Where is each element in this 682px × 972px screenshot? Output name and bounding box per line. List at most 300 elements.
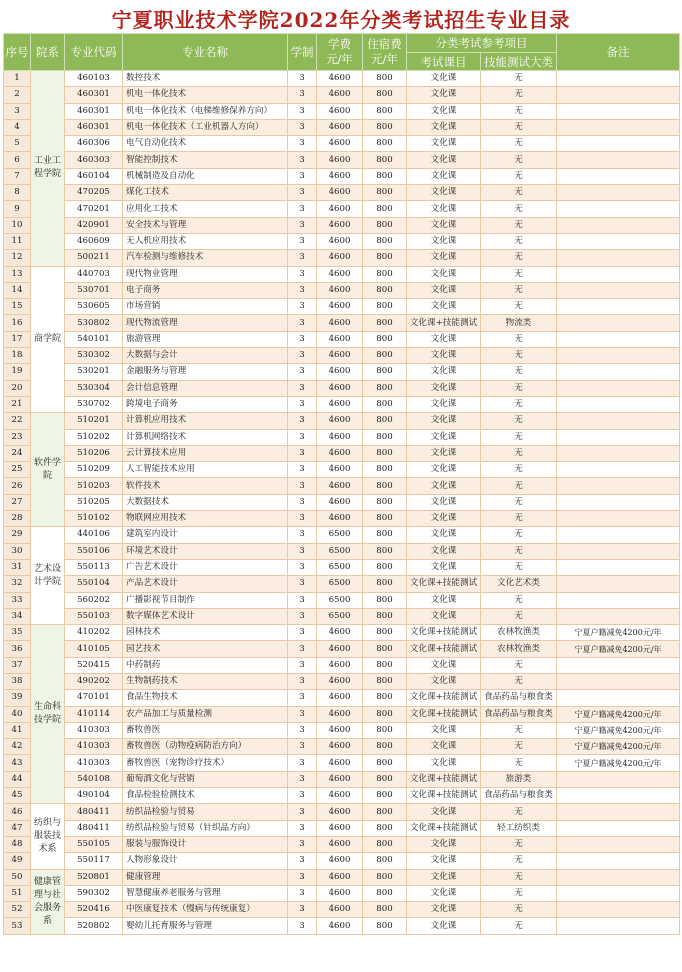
cell-seq: 35: [4, 625, 31, 641]
cell-name: 人物形象设计: [123, 853, 288, 869]
cell-name: 机械制造及自动化: [123, 168, 288, 184]
cell-skill: 无: [481, 152, 557, 168]
cell-skill: 无: [481, 266, 557, 282]
cell-exam: 文化课: [407, 885, 481, 901]
cell-tuition: 4600: [317, 282, 363, 298]
cell-seq: 14: [4, 282, 31, 298]
cell-seq: 6: [4, 152, 31, 168]
cell-lodging: 800: [363, 641, 407, 657]
cell-name: 计算机应用技术: [123, 413, 288, 429]
table-row: [4, 152, 680, 168]
cell-tuition: 4600: [317, 103, 363, 119]
cell-seq: 23: [4, 429, 31, 445]
cell-exam: 文化课: [407, 543, 481, 559]
cell-years: 3: [288, 885, 317, 901]
table-row: [4, 494, 680, 510]
cell-skill: 无: [481, 201, 557, 217]
cell-lodging: 800: [363, 185, 407, 201]
cell-skill: 无: [481, 804, 557, 820]
table-row: [4, 119, 680, 135]
cell-seq: 36: [4, 641, 31, 657]
cell-tuition: 4600: [317, 820, 363, 836]
table-row: [4, 250, 680, 266]
cell-code: 510205: [65, 494, 123, 510]
cell-seq: 22: [4, 413, 31, 429]
cell-seq: 31: [4, 559, 31, 575]
cell-code: 550117: [65, 853, 123, 869]
cell-name: 云计算技术应用: [123, 445, 288, 461]
cell-exam: 文化课: [407, 608, 481, 624]
cell-code: 510201: [65, 413, 123, 429]
table-body: [4, 71, 680, 935]
cell-skill: 无: [481, 299, 557, 315]
cell-code: 460303: [65, 152, 123, 168]
table-row: [4, 788, 680, 804]
cell-lodging: 800: [363, 690, 407, 706]
cell-years: 3: [288, 641, 317, 657]
cell-note: [557, 413, 680, 429]
table-row: [4, 543, 680, 559]
cell-seq: 25: [4, 462, 31, 478]
cell-tuition: 4600: [317, 266, 363, 282]
cell-skill: 无: [481, 331, 557, 347]
cell-name: 计算机网络技术: [123, 429, 288, 445]
cell-years: 3: [288, 217, 317, 233]
cell-code: 460301: [65, 119, 123, 135]
cell-tuition: 4600: [317, 71, 363, 87]
cell-name: 中医康复技术（慢病与传统康复）: [123, 902, 288, 918]
cell-years: 3: [288, 331, 317, 347]
cell-exam: 文化课: [407, 853, 481, 869]
cell-code: 460609: [65, 233, 123, 249]
cell-years: 3: [288, 527, 317, 543]
cell-years: 3: [288, 478, 317, 494]
cell-exam: 文化课+技能测试: [407, 690, 481, 706]
cell-years: 3: [288, 820, 317, 836]
cell-seq: 39: [4, 690, 31, 706]
cell-name: 机电一体化技术（电梯维修保养方向）: [123, 103, 288, 119]
cell-seq: 48: [4, 836, 31, 852]
cell-seq: 3: [4, 103, 31, 119]
cell-lodging: 800: [363, 233, 407, 249]
cell-note: 宁夏户籍减免4200元/年: [557, 641, 680, 657]
cell-name: 健康管理: [123, 869, 288, 885]
cell-name: 无人机应用技术: [123, 233, 288, 249]
cell-tuition: 4600: [317, 315, 363, 331]
cell-tuition: 4600: [317, 217, 363, 233]
cell-code: 550105: [65, 836, 123, 852]
cell-lodging: 800: [363, 266, 407, 282]
cell-years: 3: [288, 87, 317, 103]
cell-seq: 47: [4, 820, 31, 836]
cell-exam: 文化课: [407, 462, 481, 478]
cell-name: 广播影视节目制作: [123, 592, 288, 608]
cell-years: 3: [288, 396, 317, 412]
cell-years: 3: [288, 576, 317, 592]
cell-name: 畜牧兽医（动物疫病防治方向）: [123, 739, 288, 755]
cell-exam: 文化课: [407, 673, 481, 689]
cell-skill: 无: [481, 380, 557, 396]
table-row: [4, 185, 680, 201]
cell-years: 3: [288, 103, 317, 119]
cell-note: [557, 168, 680, 184]
cell-years: 3: [288, 119, 317, 135]
table-row: [4, 625, 680, 641]
cell-lodging: 800: [363, 299, 407, 315]
cell-lodging: 800: [363, 755, 407, 771]
cell-lodging: 800: [363, 282, 407, 298]
cell-exam: 文化课+技能测试: [407, 771, 481, 787]
cell-years: 3: [288, 592, 317, 608]
table-row: [4, 820, 680, 836]
cell-years: 3: [288, 462, 317, 478]
cell-tuition: 4600: [317, 396, 363, 412]
cell-years: 3: [288, 902, 317, 918]
cell-skill: 农林牧渔类: [481, 641, 557, 657]
cell-lodging: 800: [363, 315, 407, 331]
cell-lodging: 800: [363, 543, 407, 559]
cell-seq: 52: [4, 902, 31, 918]
cell-note: [557, 71, 680, 87]
cell-lodging: 800: [363, 396, 407, 412]
table-row: [4, 527, 680, 543]
header-dept: 院系: [31, 34, 65, 71]
cell-exam: 文化课: [407, 478, 481, 494]
cell-skill: 无: [481, 364, 557, 380]
cell-tuition: 4600: [317, 494, 363, 510]
cell-skill: 无: [481, 543, 557, 559]
cell-tuition: 4600: [317, 168, 363, 184]
cell-tuition: 4600: [317, 836, 363, 852]
cell-tuition: 4600: [317, 853, 363, 869]
cell-note: [557, 820, 680, 836]
cell-exam: 文化课+技能测试: [407, 820, 481, 836]
header-code: 专业代码: [65, 34, 123, 71]
cell-note: [557, 266, 680, 282]
cell-seq: 50: [4, 869, 31, 885]
cell-skill: 无: [481, 869, 557, 885]
cell-code: 530304: [65, 380, 123, 396]
cell-note: [557, 136, 680, 152]
cell-seq: 9: [4, 201, 31, 217]
cell-years: 3: [288, 755, 317, 771]
header-exam: 考试课目: [407, 53, 481, 71]
cell-name: 市场营销: [123, 299, 288, 315]
cell-tuition: 4600: [317, 673, 363, 689]
cell-years: 3: [288, 364, 317, 380]
cell-note: [557, 87, 680, 103]
header-note: 备注: [557, 34, 680, 71]
cell-tuition: 4600: [317, 918, 363, 934]
department-cell: 商学院: [31, 266, 65, 413]
cell-skill: 物流类: [481, 315, 557, 331]
cell-exam: 文化课: [407, 429, 481, 445]
cell-note: [557, 771, 680, 787]
cell-note: [557, 918, 680, 934]
table-row: [4, 478, 680, 494]
cell-note: [557, 348, 680, 364]
cell-note: 宁夏户籍减免4200元/年: [557, 755, 680, 771]
cell-note: 宁夏户籍减免4200元/年: [557, 625, 680, 641]
table-row: [4, 299, 680, 315]
cell-years: 3: [288, 673, 317, 689]
cell-lodging: 800: [363, 494, 407, 510]
cell-lodging: 800: [363, 885, 407, 901]
cell-code: 470101: [65, 690, 123, 706]
cell-code: 540101: [65, 331, 123, 347]
cell-exam: 文化课: [407, 266, 481, 282]
cell-seq: 1: [4, 71, 31, 87]
cell-code: 440703: [65, 266, 123, 282]
cell-name: 跨境电子商务: [123, 396, 288, 412]
cell-note: [557, 462, 680, 478]
cell-years: 3: [288, 380, 317, 396]
cell-skill: 文化艺术类: [481, 576, 557, 592]
cell-tuition: 4600: [317, 233, 363, 249]
cell-tuition: 4600: [317, 739, 363, 755]
cell-skill: 食品药品与粮食类: [481, 706, 557, 722]
cell-name: 大数据与会计: [123, 348, 288, 364]
cell-code: 530302: [65, 348, 123, 364]
cell-code: 410105: [65, 641, 123, 657]
table-row: [4, 168, 680, 184]
cell-skill: 无: [481, 902, 557, 918]
cell-exam: 文化课: [407, 168, 481, 184]
cell-name: 环境艺术设计: [123, 543, 288, 559]
cell-lodging: 800: [363, 853, 407, 869]
cell-lodging: 800: [363, 445, 407, 461]
cell-years: 3: [288, 494, 317, 510]
table-row: [4, 902, 680, 918]
cell-note: [557, 299, 680, 315]
cell-exam: 文化课: [407, 836, 481, 852]
cell-years: 3: [288, 788, 317, 804]
cell-exam: 文化课: [407, 527, 481, 543]
table-row: [4, 592, 680, 608]
header-skill: 技能测试大类: [481, 53, 557, 71]
table-row: [4, 869, 680, 885]
cell-note: [557, 527, 680, 543]
cell-lodging: 800: [363, 119, 407, 135]
cell-name: 会计信息管理: [123, 380, 288, 396]
cell-name: 数控技术: [123, 71, 288, 87]
cell-lodging: 800: [363, 788, 407, 804]
cell-seq: 24: [4, 445, 31, 461]
cell-code: 560202: [65, 592, 123, 608]
cell-name: 生物制药技术: [123, 673, 288, 689]
cell-tuition: 4600: [317, 462, 363, 478]
cell-lodging: 800: [363, 217, 407, 233]
cell-code: 550113: [65, 559, 123, 575]
cell-exam: 文化课: [407, 755, 481, 771]
cell-note: [557, 869, 680, 885]
cell-lodging: 800: [363, 250, 407, 266]
cell-exam: 文化课: [407, 71, 481, 87]
cell-years: 3: [288, 739, 317, 755]
program-table: [3, 33, 679, 935]
cell-seq: 10: [4, 217, 31, 233]
cell-years: 3: [288, 299, 317, 315]
cell-note: [557, 315, 680, 331]
header-lodging-text: 住宿费 元/年: [367, 37, 402, 66]
table-row: [4, 608, 680, 624]
cell-skill: 无: [481, 853, 557, 869]
cell-skill: 食品药品与粮食类: [481, 788, 557, 804]
cell-note: [557, 152, 680, 168]
cell-skill: 无: [481, 282, 557, 298]
cell-name: 园艺技术: [123, 641, 288, 657]
cell-name: 金融服务与管理: [123, 364, 288, 380]
cell-lodging: 800: [363, 429, 407, 445]
cell-skill: 无: [481, 885, 557, 901]
cell-years: 3: [288, 266, 317, 282]
cell-lodging: 800: [363, 820, 407, 836]
cell-lodging: 800: [363, 608, 407, 624]
cell-years: 3: [288, 429, 317, 445]
cell-skill: 无: [481, 462, 557, 478]
table-row: [4, 413, 680, 429]
cell-exam: 文化课: [407, 657, 481, 673]
cell-skill: 无: [481, 739, 557, 755]
cell-seq: 41: [4, 722, 31, 738]
header-tuition: [317, 34, 363, 71]
table-row: [4, 462, 680, 478]
table-row: [4, 739, 680, 755]
cell-lodging: 800: [363, 413, 407, 429]
cell-note: [557, 445, 680, 461]
cell-name: 旅游管理: [123, 331, 288, 347]
cell-tuition: 6500: [317, 527, 363, 543]
cell-tuition: 4600: [317, 348, 363, 364]
cell-name: 机电一体化技术（工业机器人方向）: [123, 119, 288, 135]
cell-name: 农产品加工与质量检测: [123, 706, 288, 722]
cell-note: [557, 592, 680, 608]
cell-years: 3: [288, 771, 317, 787]
cell-tuition: 6500: [317, 559, 363, 575]
cell-code: 410303: [65, 755, 123, 771]
table-row: [4, 722, 680, 738]
department-cell: 艺术设计学院: [31, 527, 65, 625]
cell-tuition: 4600: [317, 185, 363, 201]
cell-code: 460301: [65, 103, 123, 119]
cell-seq: 43: [4, 755, 31, 771]
cell-lodging: 800: [363, 348, 407, 364]
cell-note: [557, 511, 680, 527]
cell-seq: 33: [4, 592, 31, 608]
cell-name: 食品生物技术: [123, 690, 288, 706]
cell-seq: 28: [4, 511, 31, 527]
cell-code: 550106: [65, 543, 123, 559]
cell-code: 520415: [65, 657, 123, 673]
cell-skill: 无: [481, 657, 557, 673]
department-cell: 生命科技学院: [31, 625, 65, 804]
table-row: [4, 136, 680, 152]
cell-note: 宁夏户籍减免4200元/年: [557, 739, 680, 755]
cell-exam: 文化课: [407, 739, 481, 755]
table-row: [4, 445, 680, 461]
header-seq: 序号: [4, 34, 31, 71]
cell-exam: 文化课: [407, 331, 481, 347]
cell-skill: 无: [481, 103, 557, 119]
cell-exam: 文化课: [407, 722, 481, 738]
cell-lodging: 800: [363, 771, 407, 787]
cell-name: 物联网应用技术: [123, 511, 288, 527]
cell-code: 470205: [65, 185, 123, 201]
cell-seq: 40: [4, 706, 31, 722]
cell-seq: 11: [4, 233, 31, 249]
cell-name: 畜牧兽医: [123, 722, 288, 738]
cell-name: 现代物业管理: [123, 266, 288, 282]
cell-skill: 无: [481, 836, 557, 852]
cell-seq: 19: [4, 364, 31, 380]
header-lodging: [363, 34, 407, 71]
cell-tuition: 4600: [317, 788, 363, 804]
cell-name: 安全技术与管理: [123, 217, 288, 233]
cell-tuition: 4600: [317, 250, 363, 266]
cell-code: 510203: [65, 478, 123, 494]
cell-lodging: 800: [363, 462, 407, 478]
cell-skill: 轻工纺织类: [481, 820, 557, 836]
cell-note: [557, 608, 680, 624]
cell-name: 人工智能技术应用: [123, 462, 288, 478]
cell-lodging: 800: [363, 168, 407, 184]
cell-exam: 文化课+技能测试: [407, 625, 481, 641]
cell-tuition: 4600: [317, 771, 363, 787]
cell-exam: 文化课: [407, 119, 481, 135]
cell-code: 510209: [65, 462, 123, 478]
cell-note: [557, 478, 680, 494]
cell-years: 3: [288, 185, 317, 201]
cell-note: [557, 429, 680, 445]
header-years: 学制: [288, 34, 317, 71]
cell-code: 410114: [65, 706, 123, 722]
cell-note: [557, 543, 680, 559]
table-row: [4, 853, 680, 869]
table-row: [4, 576, 680, 592]
cell-seq: 49: [4, 853, 31, 869]
table-row: [4, 429, 680, 445]
table-row: [4, 71, 680, 87]
cell-skill: 无: [481, 918, 557, 934]
cell-lodging: 800: [363, 331, 407, 347]
department-cell: 健康管理与社会服务系: [31, 869, 65, 934]
cell-exam: 文化课: [407, 869, 481, 885]
cell-name: 服装与服饰设计: [123, 836, 288, 852]
cell-lodging: 800: [363, 511, 407, 527]
cell-code: 550103: [65, 608, 123, 624]
cell-tuition: 4600: [317, 413, 363, 429]
cell-years: 3: [288, 918, 317, 934]
table-row: [4, 217, 680, 233]
table-row: [4, 315, 680, 331]
cell-name: 电子商务: [123, 282, 288, 298]
table-row: [4, 771, 680, 787]
cell-code: 480411: [65, 820, 123, 836]
cell-skill: 无: [481, 478, 557, 494]
cell-note: [557, 364, 680, 380]
cell-note: [557, 103, 680, 119]
cell-exam: 文化课: [407, 282, 481, 298]
cell-code: 510206: [65, 445, 123, 461]
cell-skill: 无: [481, 250, 557, 266]
cell-tuition: 4600: [317, 804, 363, 820]
table-row: [4, 348, 680, 364]
cell-note: [557, 559, 680, 575]
table-row: [4, 331, 680, 347]
cell-exam: 文化课: [407, 511, 481, 527]
cell-code: 480411: [65, 804, 123, 820]
cell-seq: 15: [4, 299, 31, 315]
